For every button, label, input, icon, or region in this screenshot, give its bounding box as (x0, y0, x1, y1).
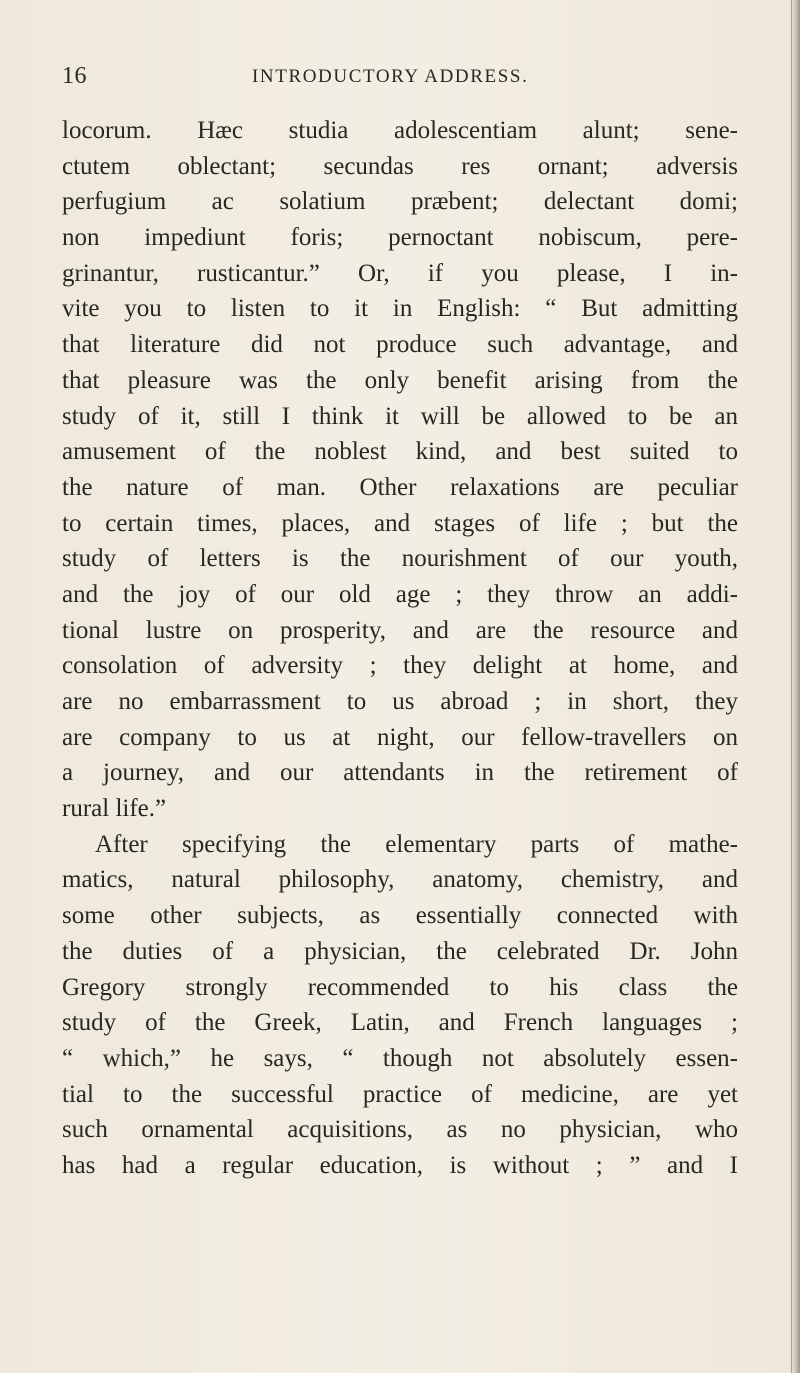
text-line: such ornamental acquisitions, as no physician, who (62, 1116, 738, 1144)
page-number: 16 (62, 63, 87, 89)
text-line: are company to us at night, our fellow-travellers on (62, 723, 738, 751)
page-edge-shadow (790, 0, 800, 1373)
text-line: has had a regular education, is without ; ” and I (62, 1151, 738, 1179)
text-line: locorum. Hæc studia adolescentiam alunt; sene- (62, 117, 738, 144)
text-line: that pleasure was the only benefit arising from the (62, 366, 738, 394)
text-line: a journey, and our attendants in the retirement of (62, 759, 738, 787)
text-line: study of it, still I think it will be allowed to be an (62, 402, 738, 430)
text-line: matics, natural philosophy, anatomy, chemistry, and (62, 866, 738, 894)
text-line: to certain times, places, and stages of life ; but the (62, 509, 738, 537)
text-line: study of letters is the nourishment of our youth, (62, 545, 738, 573)
text-line: and the joy of our old age ; they throw an addi- (62, 580, 738, 608)
text-line: the nature of man. Other relaxations are peculiar (62, 473, 738, 501)
running-head (62, 63, 742, 93)
text-line: the duties of a physician, the celebrated Dr. John (62, 937, 738, 965)
text-line: consolation of adversity ; they delight at home, and (62, 652, 738, 680)
text-line-paragraph-start: After specifying the elementary parts of mathe- (95, 830, 738, 858)
text-line: are no embarrassment to us abroad ; in short, they (62, 688, 738, 715)
text-line: tional lustre on prosperity, and are the resource and (62, 616, 738, 644)
text-line: non impediunt foris; pernoctant nobiscum, pere- (62, 224, 738, 252)
text-line: grinantur, rusticantur.” Or, if you please, I in- (62, 259, 738, 287)
text-line: amusement of the noblest kind, and best suited to (62, 438, 738, 466)
text-line: “ which,” he says, “ though not absolutely essen- (62, 1044, 738, 1072)
text-line: some other subjects, as essentially connected with (62, 902, 738, 930)
text-line: ctutem oblectant; secundas res ornant; adversis (62, 152, 738, 180)
body-text (62, 113, 742, 1184)
text-line: perfugium ac solatium præbent; delectant domi; (62, 188, 738, 216)
text-line: Gregory strongly recommended to his class the (62, 973, 738, 1001)
running-title: INTRODUCTORY ADDRESS. (252, 66, 529, 87)
text-line-paragraph-end: rural life.” (62, 795, 167, 823)
text-line: tial to the successful practice of medicine, are yet (62, 1080, 738, 1108)
text-line: study of the Greek, Latin, and French languages ; (62, 1009, 738, 1037)
text-line: vite you to listen to it in English: “ But admitting (62, 295, 738, 323)
text-line: that literature did not produce such advantage, and (62, 331, 738, 359)
